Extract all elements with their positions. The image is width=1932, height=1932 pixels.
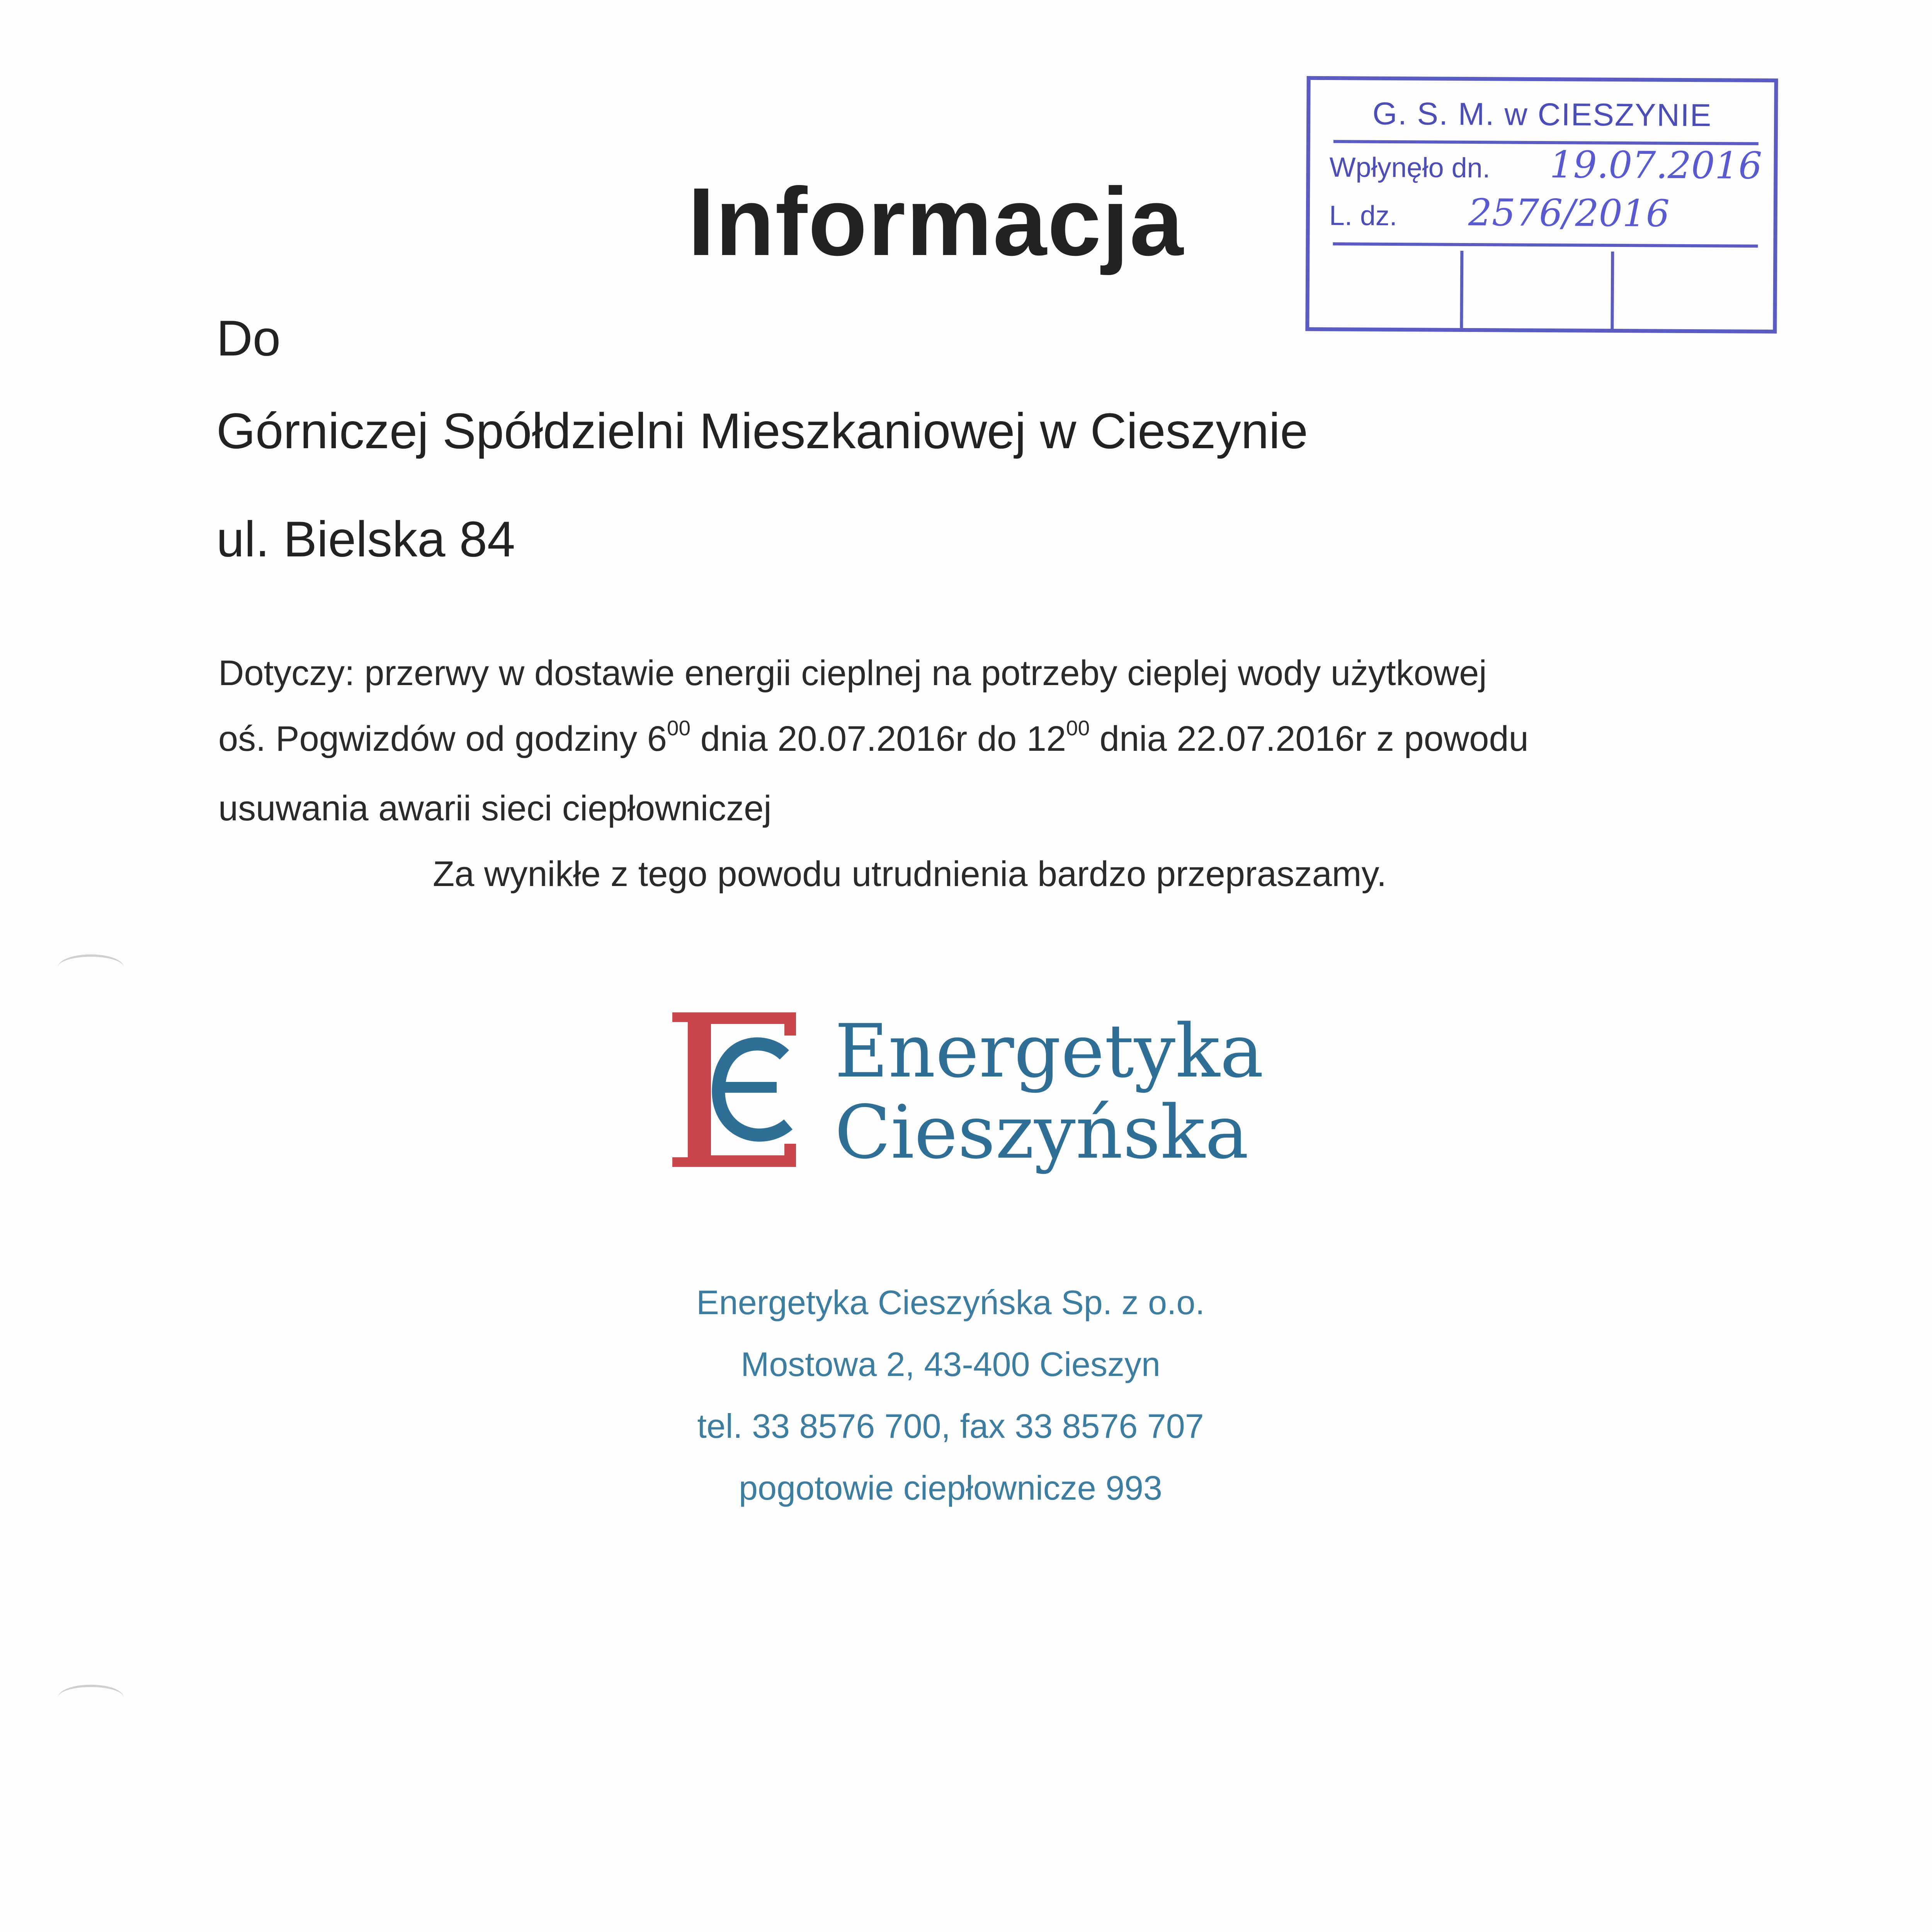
stamp-cell-divider	[1611, 252, 1614, 329]
apology-line: Za wynikłe z tego powodu utrudnienia bardzo przepraszamy.	[433, 854, 1387, 894]
recipient-line-3: ul. Bielska 84	[216, 511, 515, 567]
contact-company: Energetyka Cieszyńska Sp. z o.o.	[696, 1283, 1205, 1321]
stamp-cell-divider	[1460, 251, 1463, 328]
subject-line-1: Dotyczy: przerwy w dostawie energii cieplnej na potrzeby cieplej wody użytkowej	[218, 653, 1487, 693]
contact-emergency: pogotowie ciepłownicze 993	[739, 1469, 1162, 1507]
logo-text-line-2: Cieszyńska	[835, 1090, 1249, 1175]
stamp-number-value: 2576/2016	[1468, 191, 1670, 235]
stamp-divider	[1333, 242, 1758, 248]
stamp-received-label: Wpłynęło dn.	[1329, 152, 1490, 184]
stamp-received-date: 19.07.2016	[1549, 143, 1762, 187]
contact-address: Mostowa 2, 43-400 Cieszyn	[741, 1345, 1160, 1383]
document-title: Informacja	[688, 168, 1184, 276]
recipient-line-2: Górniczej Spółdzielni Mieszkaniowej w Cieszynie	[216, 403, 1308, 459]
subject-line-3: usuwania awarii sieci ciepłowniczej	[218, 789, 772, 828]
recipient-line-1: Do	[216, 310, 281, 366]
contact-phone: tel. 33 8576 700, fax 33 8576 707	[697, 1407, 1204, 1445]
company-logo-icon	[668, 1009, 800, 1171]
punch-hole-mark	[58, 954, 124, 980]
receipt-stamp	[1305, 76, 1778, 333]
stamp-number-label: L. dz.	[1329, 200, 1398, 232]
subject-line-2: oś. Pogwizdów od godziny $6^{00}$ dnia 20.07.2016r do $12^{00}$ dnia 22.07.2016r z powodu	[218, 716, 1529, 759]
stamp-organization: G. S. M. w CIESZYNIE	[1372, 96, 1712, 133]
punch-hole-mark	[58, 1685, 124, 1710]
logo-text-line-1: Energetyka	[835, 1009, 1264, 1094]
